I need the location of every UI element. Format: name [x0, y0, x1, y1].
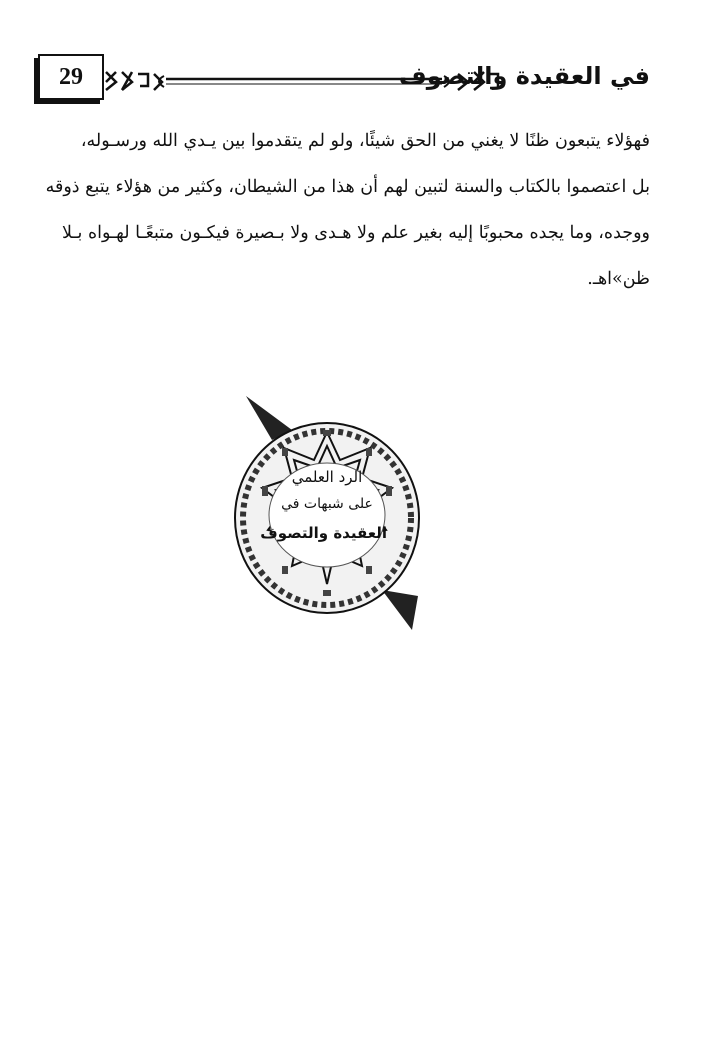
page-header: [30, 50, 660, 108]
emblem-title-line-3: العقيدة والتصوف: [260, 524, 387, 542]
page-number: 29: [59, 63, 83, 90]
emblem-ornament-icon: [222, 390, 432, 635]
body-line: فهؤلاء يتبعون ظنًا لا يغني من الحق شيئًا، ولو لم يتقدموا بين يـدي الله ورسـوله،: [80, 131, 650, 151]
body-line: ووجده، وما يجده محبوبًا إليه بغير علم ولا هـدى ولا بـصيرة فيكـون متبعًـا لهـواه بـلا: [61, 223, 650, 243]
body-line: بل اعتصموا بالكتاب والسنة لتبين لهم أن هذا من الشيطان، وكثير من هؤلاء يتبع ذوقه: [45, 177, 650, 197]
body-paragraph: [42, 118, 650, 302]
emblem-title-line-2: على شبهات في: [281, 496, 373, 512]
running-title: في العقيدة والتصوف: [398, 62, 650, 90]
emblem-title-line-1: الرد العلمي: [291, 468, 363, 486]
book-emblem: [222, 390, 432, 635]
body-line: ظن»اهـ.: [587, 269, 650, 289]
page-number-box: [38, 54, 104, 100]
